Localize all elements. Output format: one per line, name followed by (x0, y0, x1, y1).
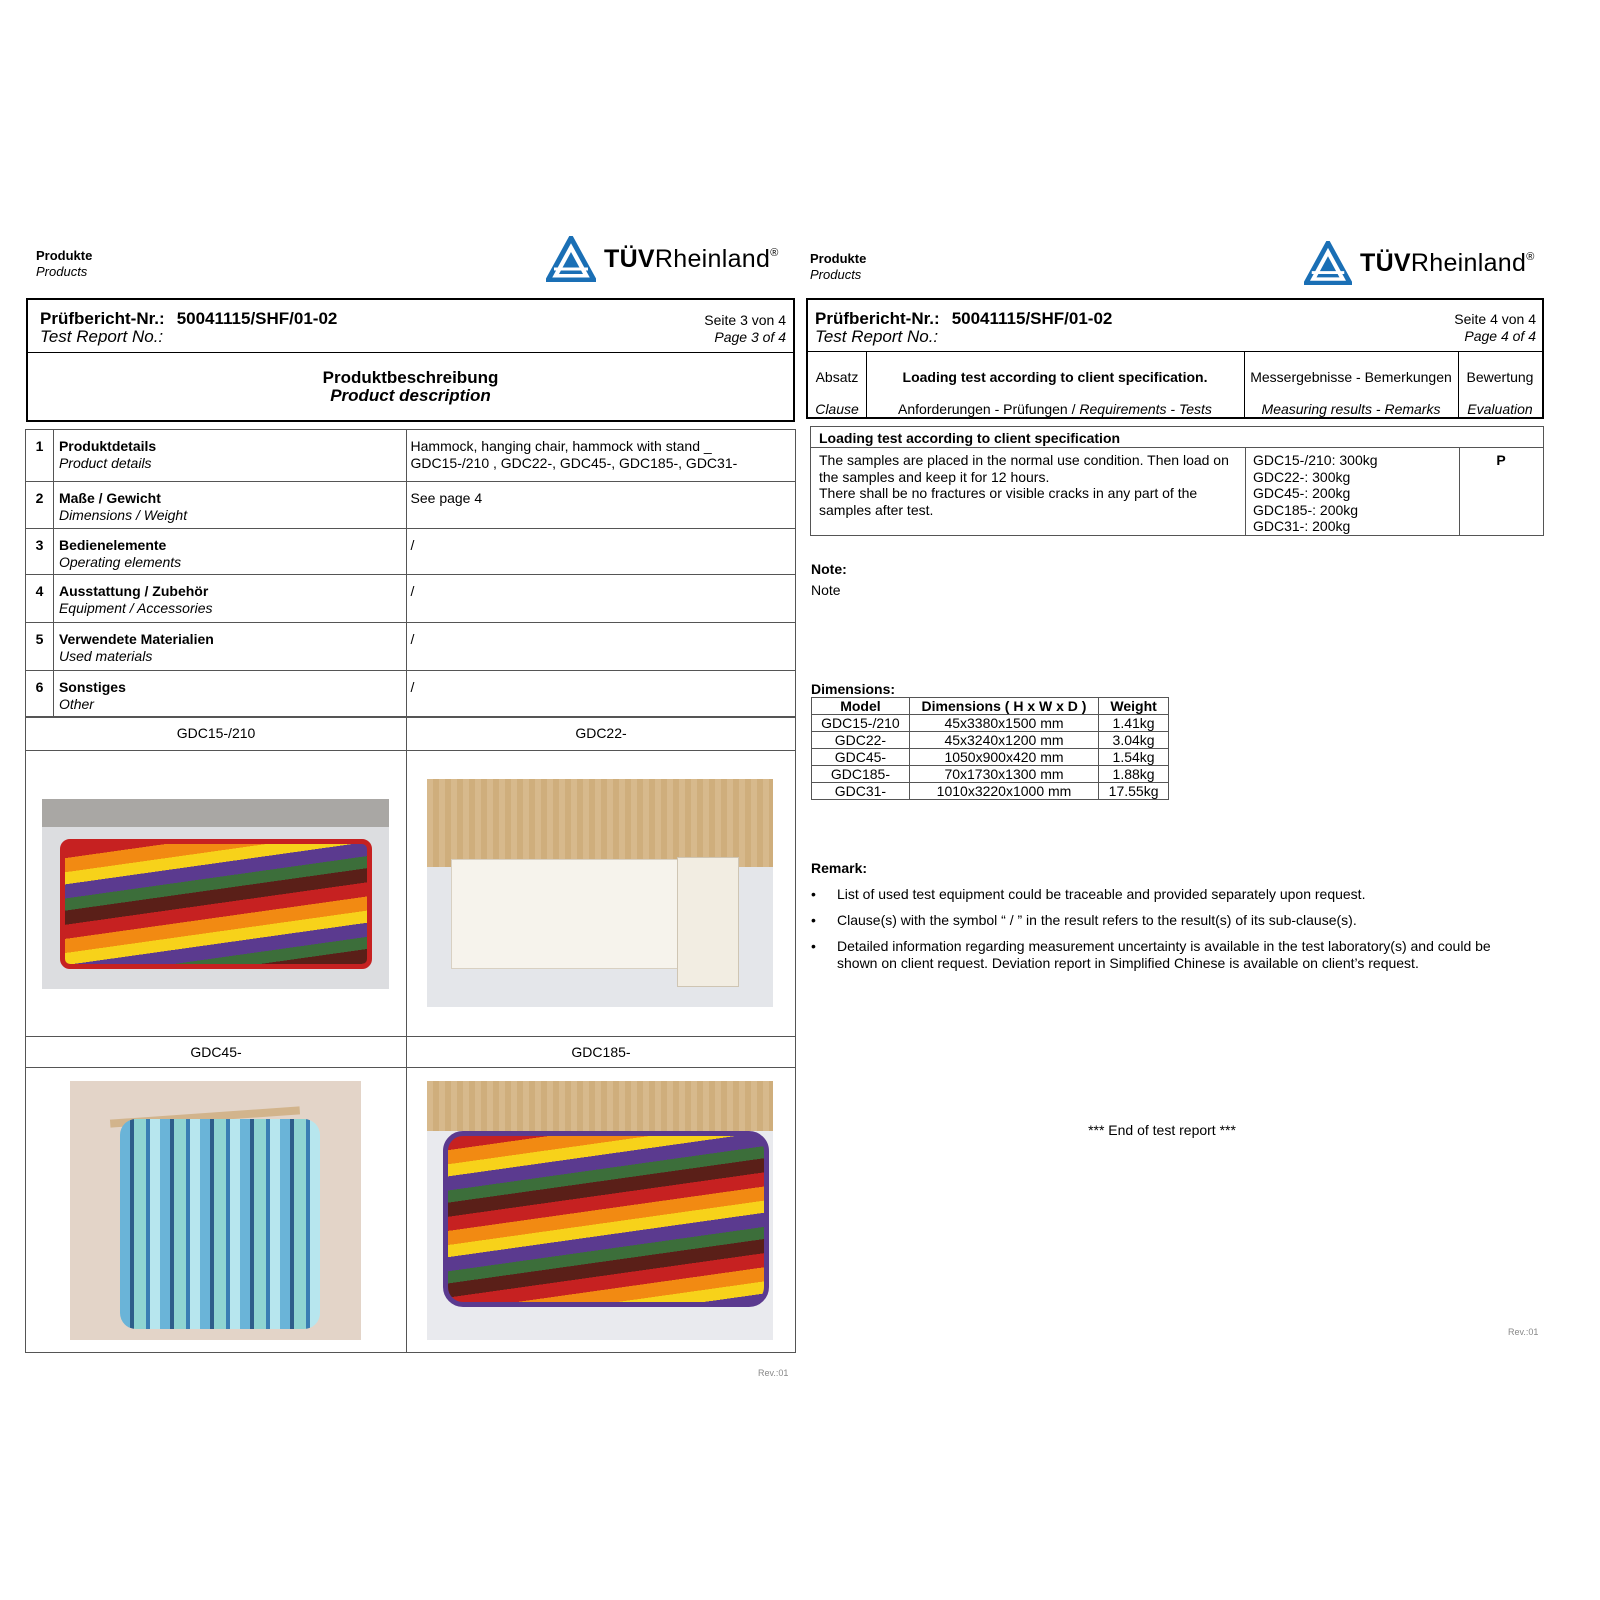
note-text: Note (811, 582, 841, 598)
product-photo-gdc22 (427, 779, 773, 1007)
product-photo-gdc185 (427, 1081, 773, 1340)
row-number: 5 (26, 623, 54, 671)
dim-cell: 1010x3220x1000 mm (909, 783, 1098, 800)
row-value: / (406, 575, 795, 623)
col-results: Messergebnisse - Bemerkungen Measuring results - Remarks (1250, 369, 1452, 417)
dim-cell: 17.55kg (1099, 783, 1169, 800)
dim-row (812, 766, 1169, 783)
dim-row (812, 783, 1169, 800)
revision-label: Rev.:01 (1508, 1327, 1539, 1337)
products-label: Products (36, 264, 88, 279)
row-value: See page 4 (406, 482, 795, 529)
tuv-triangle-icon (1304, 241, 1352, 285)
remark-text: Clause(s) with the symbol “ / ” in the result refers to the result(s) of its sub-clause(s). (837, 912, 1357, 928)
produkte-label: Produkte (36, 248, 93, 263)
remark-item (811, 886, 1521, 903)
product-photo-gdc15 (42, 799, 389, 989)
dim-cell: 1050x900x420 mm (909, 749, 1098, 766)
dim-row (812, 715, 1169, 732)
row-label: Maße / Gewicht Dimensions / Weight (53, 482, 406, 529)
row-number: 4 (26, 575, 54, 623)
note-title: Note: (811, 561, 847, 577)
report-page-4 (812, 0, 1600, 1600)
loading-test-title: Loading test according to client specification (819, 430, 1121, 446)
row-number: 3 (26, 529, 54, 575)
col-evaluation: Bewertung Evaluation (1466, 369, 1534, 417)
photo-caption: GDC185- (571, 1044, 631, 1060)
result-line: GDC185-: 200kg (1253, 501, 1359, 518)
product-details-table (25, 429, 796, 718)
header-label (810, 251, 866, 283)
remark-text: Detailed information regarding measurement uncertainty is available in the test laboratory(s) and could be shown on client request. Deviation report in Simplified Chinese is available on client’s request. (837, 938, 1491, 971)
row-label: Sonstiges Other (53, 671, 406, 718)
row-label: Produktdetails Product details (53, 430, 406, 482)
detail-row (26, 529, 796, 575)
dim-header-cell: Weight (1099, 698, 1169, 715)
page-indicator: Seite 4 von 4 Page 4 of 4 (1454, 311, 1536, 344)
dim-header-cell: Dimensions ( H x W x D ) (909, 698, 1098, 715)
header-label (36, 248, 92, 280)
dim-cell: 70x1730x1300 mm (909, 766, 1098, 783)
row-label: Verwendete Materialien Used materials (53, 623, 406, 671)
photo-caption: GDC15-/210 (176, 725, 256, 741)
products-label: Products (810, 267, 862, 282)
remark-item (811, 938, 1521, 972)
row-value: / (406, 623, 795, 671)
photo-caption: GDC22- (575, 725, 627, 741)
bullet-icon: • (811, 938, 816, 954)
produkte-label: Produkte (810, 251, 867, 266)
dim-cell: GDC185- (812, 766, 910, 783)
dimensions-title: Dimensions: (811, 681, 896, 697)
dim-cell: GDC31- (812, 783, 910, 800)
detail-row (26, 623, 796, 671)
loading-test-text: The samples are placed in the normal use condition. Then load on the samples and keep it for 12 hours. There shall be no fractures or visible cracks in any part of the samples after test. (819, 452, 1229, 518)
dim-cell: 45x3380x1500 mm (909, 715, 1098, 732)
end-of-report: *** End of test report *** (1088, 1122, 1236, 1138)
page-indicator: Seite 3 von 4 Page 3 of 4 (704, 312, 786, 345)
revision-label: Rev.:01 (758, 1368, 789, 1378)
result-line: GDC45-: 200kg (1253, 485, 1351, 501)
photo-caption: GDC45- (190, 1044, 242, 1060)
tuv-triangle-icon (546, 236, 596, 282)
row-value: / (406, 529, 795, 575)
row-number: 6 (26, 671, 54, 718)
remark-title: Remark: (811, 860, 868, 876)
col-requirements: Loading test according to client specification. Anforderungen - Prüfungen / Requirements - Tests (898, 369, 1212, 417)
dim-row (812, 732, 1169, 749)
logo-wordmark: TÜVRheinland® (1360, 248, 1535, 277)
dim-cell: 1.54kg (1099, 749, 1169, 766)
dim-cell: 1.88kg (1099, 766, 1169, 783)
row-value: / (406, 671, 795, 718)
row-value: Hammock, hanging chair, hammock with stand _ GDC15-/210 , GDC22-, GDC45-, GDC185-, GDC31- (406, 430, 795, 482)
result-line: GDC31-: 200kg (1253, 518, 1351, 534)
dimensions-table (811, 697, 1169, 800)
dim-cell: 1.41kg (1099, 715, 1169, 732)
dim-cell: GDC22- (812, 732, 910, 749)
dim-row (812, 749, 1169, 766)
report-number: Prüfbericht-Nr.: 50041115/SHF/01-02 Test Report No.: (40, 309, 338, 346)
dim-header-cell: Model (812, 698, 910, 715)
row-number: 1 (26, 430, 54, 482)
result-line: GDC22-: 300kg (1253, 468, 1351, 485)
section-title: Produktbeschreibung Product description (322, 368, 499, 405)
report-number: Prüfbericht-Nr.: 50041115/SHF/01-02 Test Report No.: (815, 309, 1113, 346)
bullet-icon: • (811, 886, 816, 902)
result-line: GDC15-/210: 300kg (1253, 452, 1378, 468)
detail-row (26, 482, 796, 529)
detail-row (26, 430, 796, 482)
logo-wordmark: TÜVRheinland® (604, 244, 779, 273)
detail-row (26, 575, 796, 623)
dim-cell: GDC45- (812, 749, 910, 766)
loading-test-table (810, 426, 1544, 536)
row-label: Ausstattung / Zubehör Equipment / Accessories (53, 575, 406, 623)
remark-list (811, 886, 1521, 981)
product-photo-gdc45 (70, 1081, 361, 1340)
col-clause: Absatz Clause (815, 369, 859, 417)
dim-cell: 45x3240x1200 mm (909, 732, 1098, 749)
row-number: 2 (26, 482, 54, 529)
dim-cell: 3.04kg (1099, 732, 1169, 749)
loading-test-results (1253, 452, 1378, 535)
dim-cell: GDC15-/210 (812, 715, 910, 732)
detail-row (26, 671, 796, 718)
remark-item (811, 912, 1521, 929)
evaluation-result: P (1496, 452, 1506, 468)
photo-grid (25, 716, 796, 1353)
remark-text: List of used test equipment could be traceable and provided separately upon request. (837, 886, 1366, 902)
row-label: Bedienelemente Operating elements (53, 529, 406, 575)
bullet-icon: • (811, 912, 816, 928)
tuv-logo (1304, 241, 1535, 285)
tuv-logo (546, 236, 779, 282)
